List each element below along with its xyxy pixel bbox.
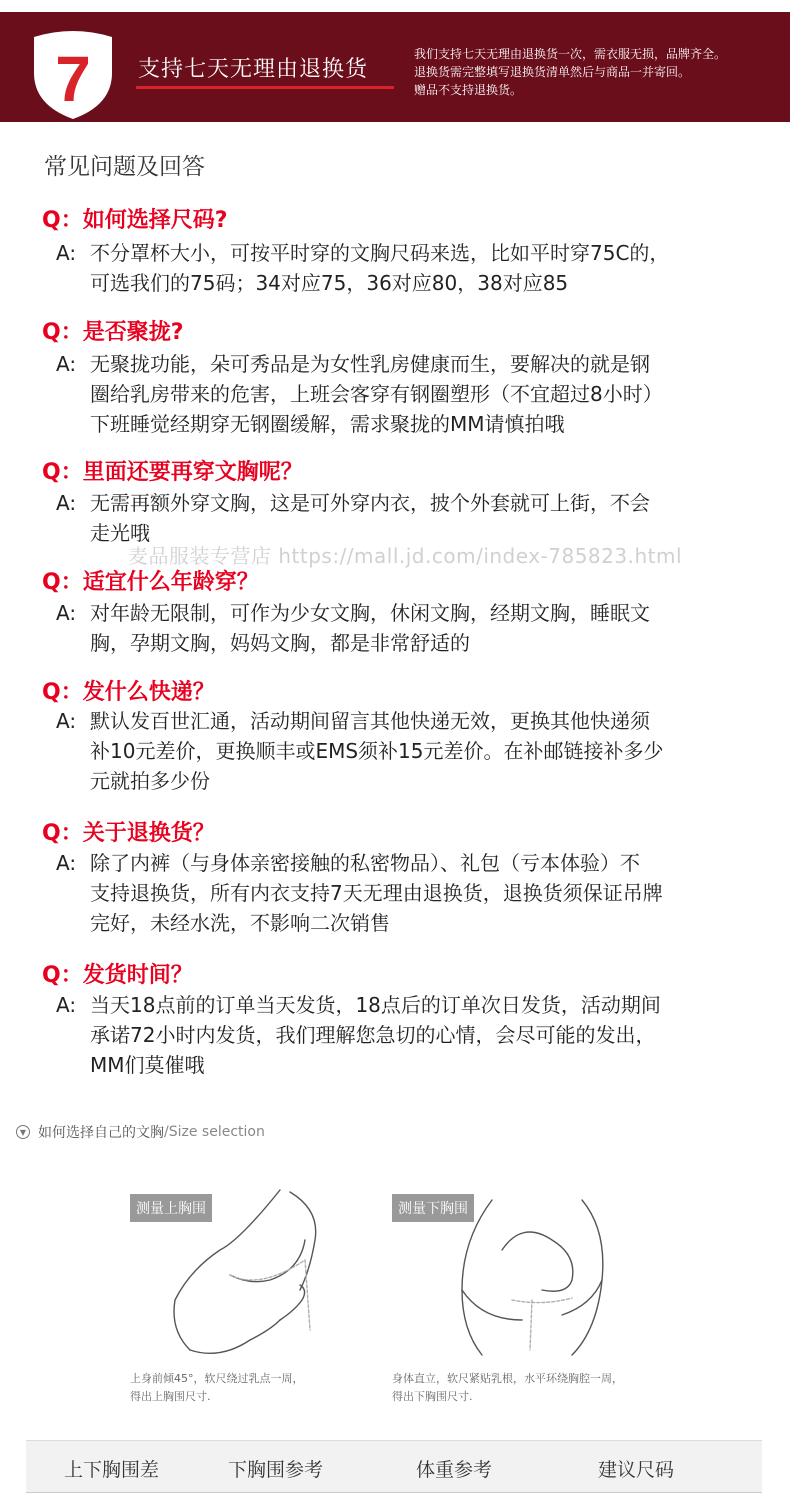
faq-question: Q：适宜什么年龄穿？	[42, 570, 259, 595]
under-bust-caption	[392, 1370, 623, 1406]
faq-question: Q：如何选择尺码?	[42, 208, 228, 233]
answer-label: A:	[56, 993, 77, 1017]
size-selection-title-cn: 如何选择自己的文胸	[38, 1125, 164, 1141]
faq-question: Q：里面还要再穿文胸呢？	[42, 460, 303, 485]
answer-line: MM们莫催哦	[90, 1053, 205, 1077]
answer-line: 不分罩杯大小，可按平时穿的文胸尺码来选，比如平时穿75C的，	[90, 241, 670, 265]
answer-line: 走光哦	[90, 521, 150, 545]
answer-line: 补10元差价，更换顺丰或EMS须补15元差价。在补邮链接补多少	[90, 739, 664, 763]
shield-badge-icon	[30, 31, 116, 121]
answer-label: A:	[56, 352, 77, 376]
answer-line: 无聚拢功能，朵可秀品是为女性乳房健康而生，要解决的就是钢	[90, 352, 650, 376]
answer-label: A:	[56, 709, 77, 733]
answer-line: 支持退换货，所有内衣支持7天无理由退换货，退换货须保证吊牌	[90, 881, 663, 905]
size-selection-title	[16, 1122, 265, 1142]
table-header-cell: 建议尺码	[598, 1459, 675, 1481]
chevron-down-circle-icon: ▼	[16, 1125, 30, 1139]
caption-line: 得出上胸围尺寸.	[130, 1390, 211, 1403]
return-policy-banner	[0, 12, 790, 122]
upper-bust-caption	[130, 1370, 304, 1406]
caption-line: 得出下胸围尺寸.	[392, 1390, 473, 1403]
answer-label: A:	[56, 851, 77, 875]
badge-number: 7	[55, 43, 91, 115]
answer-line: 下班睡觉经期穿无钢圈缓解，需求聚拢的MM请慎拍哦	[90, 412, 565, 436]
watermark: 麦品服装专营店 https://mall.jd.com/index-785823.html	[128, 544, 683, 568]
caption-line: 身体直立，软尺紧贴乳根，水平环绕胸腔一周，	[392, 1372, 623, 1385]
answer-line: 可选我们的75码；34对应75，36对应80，38对应85	[90, 271, 569, 295]
answer-label: A:	[56, 601, 77, 625]
faq-question: Q：关于退换货？	[42, 821, 215, 846]
faq-heading: 常见问题及回答	[44, 154, 205, 180]
table-divider	[26, 1492, 762, 1493]
size-selection-title-en: /Size selection	[164, 1124, 265, 1140]
answer-line: 圈给乳房带来的危害，上班会客穿有钢圈塑形（不宜超过8小时）	[90, 382, 663, 406]
answer-line: 除了内裤（与身体亲密接触的私密物品）、礼包（亏本体验）不	[90, 851, 640, 875]
answer-line: 承诺72小时内发货，我们理解您急切的心情，会尽可能的发出，	[90, 1023, 656, 1047]
size-table-header	[26, 1440, 762, 1493]
faq-question: Q：发什么快递？	[42, 680, 215, 705]
banner-note: 我们支持七天无理由退换货一次，需衣服无损，品牌齐全。	[414, 47, 727, 61]
under-bust-tag: 测量下胸围	[392, 1194, 474, 1222]
answer-line: 完好，未经水洗，不影响二次销售	[90, 911, 390, 935]
answer-line: 对年龄无限制，可作为少女文胸，休闲文胸，经期文胸，睡眠文	[90, 601, 650, 625]
table-header-cell: 下胸围参考	[228, 1459, 324, 1481]
upper-bust-illustration	[130, 1180, 400, 1420]
answer-line: 元就拍多少份	[90, 769, 210, 793]
banner-note: 赠品不支持退换货。	[414, 83, 523, 97]
table-header-cell: 上下胸围差	[64, 1459, 160, 1481]
answer-line: 当天18点前的订单当天发货，18点后的订单次日发货，活动期间	[90, 993, 661, 1017]
answer-line: 胸，孕期文胸，妈妈文胸，都是非常舒适的	[90, 631, 470, 655]
under-bust-illustration	[392, 1180, 662, 1420]
faq-question: Q：是否聚拢?	[42, 320, 184, 345]
answer-line: 默认发百世汇通，活动期间留言其他快递无效，更换其他快递须	[90, 709, 650, 733]
upper-bust-tag: 测量上胸围	[130, 1194, 212, 1222]
banner-notes	[414, 45, 786, 99]
faq-question: Q：发货时间？	[42, 963, 193, 988]
banner-note: 退换货需完整填写退换货清单然后与商品一并寄回。	[414, 65, 691, 79]
caption-line: 上身前倾45°，软尺绕过乳点一周，	[130, 1372, 304, 1385]
answer-label: A:	[56, 491, 77, 515]
banner-title: 支持七天无理由退换货	[138, 57, 369, 82]
answer-label: A:	[56, 241, 77, 265]
answer-line: 无需再额外穿文胸，这是可外穿内衣，披个外套就可上街，不会	[90, 491, 650, 515]
banner-underline	[136, 86, 394, 89]
table-header-cell: 体重参考	[416, 1459, 493, 1481]
